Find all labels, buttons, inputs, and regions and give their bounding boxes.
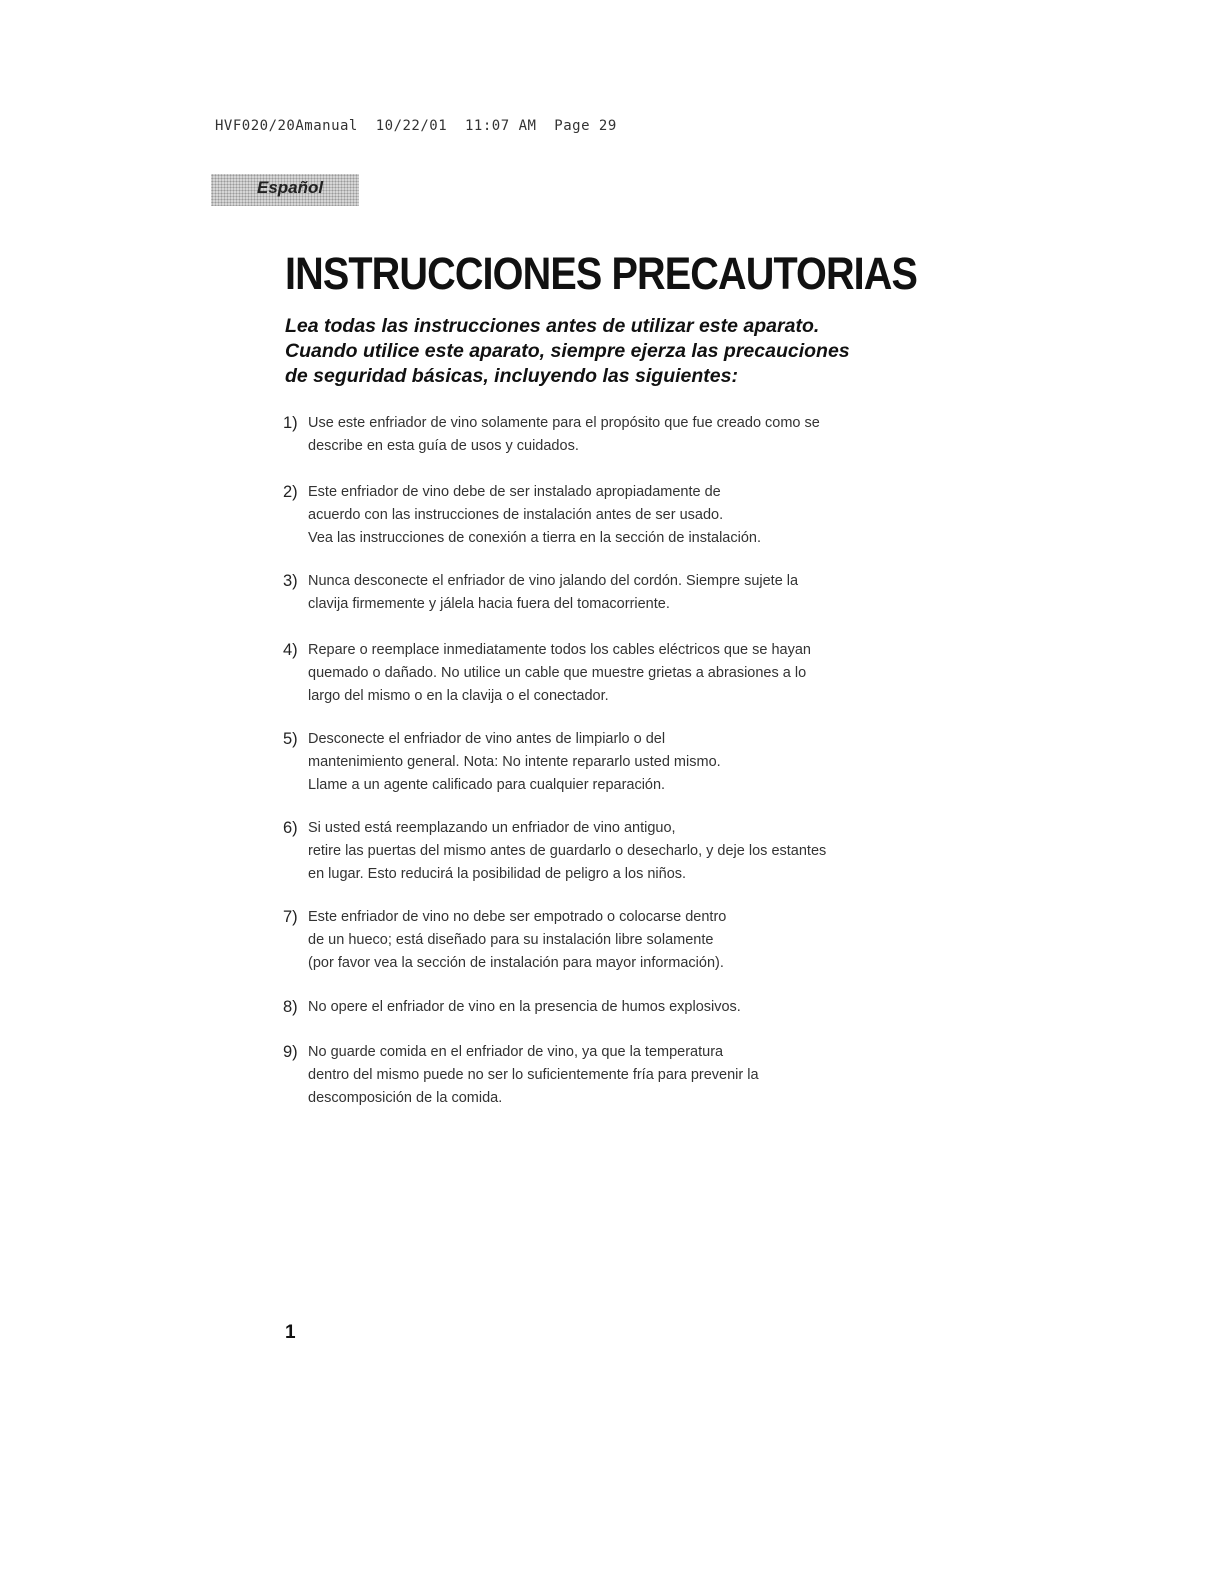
item-number: 9) xyxy=(283,1043,298,1061)
fax-header: HVF020/20Amanual 10/22/01 11:07 AM Page 29 xyxy=(215,118,617,134)
item-text xyxy=(308,728,948,797)
item-text xyxy=(308,412,948,458)
item-line: en lugar. Esto reducirá la posibilidad de peligro a los niños. xyxy=(308,866,687,882)
item-line: Llame a un agente calificado para cualquier reparación. xyxy=(308,777,666,793)
item-line: No opere el enfriador de vino en la presencia de humos explosivos. xyxy=(308,999,741,1015)
intro-line: Cuando utilice este aparato, siempre ejerza las precauciones xyxy=(285,340,850,362)
item-line: de un hueco; está diseñado para su instalación libre solamente xyxy=(308,932,714,948)
item-line: descomposición de la comida. xyxy=(308,1090,503,1106)
item-line: Use este enfriador de vino solamente para el propósito que fue creado como se xyxy=(308,415,820,431)
item-line: retire las puertas del mismo antes de guardarlo o desecharlo, y deje los estantes xyxy=(308,843,827,859)
item-text xyxy=(308,639,948,708)
page-number: 1 xyxy=(285,1322,296,1343)
item-line: Este enfriador de vino no debe ser empotrado o colocarse dentro xyxy=(308,909,727,925)
intro-paragraph xyxy=(285,314,945,389)
item-line: describe en esta guía de usos y cuidados. xyxy=(308,438,579,454)
item-line: Desconecte el enfriador de vino antes de limpiarlo o del xyxy=(308,731,666,747)
item-number: 5) xyxy=(283,730,298,748)
item-line: clavija firmemente y jálela hacia fuera del tomacorriente. xyxy=(308,596,670,612)
language-tab-label: Español xyxy=(257,178,324,197)
item-line: Este enfriador de vino debe de ser instalado apropiadamente de xyxy=(308,484,721,500)
item-text xyxy=(308,996,948,1019)
item-line: Vea las instrucciones de conexión a tierra en la sección de instalación. xyxy=(308,530,761,546)
item-text xyxy=(308,1041,948,1110)
item-line: No guarde comida en el enfriador de vino, ya que la temperatura xyxy=(308,1044,724,1060)
item-number: 3) xyxy=(283,572,298,590)
page-title: INSTRUCCIONES PRECAUTORIAS xyxy=(285,248,918,299)
item-text xyxy=(308,906,948,975)
intro-line: Lea todas las instrucciones antes de utilizar este aparato. xyxy=(285,315,820,337)
item-number: 2) xyxy=(283,483,298,501)
item-number: 4) xyxy=(283,641,298,659)
item-line: dentro del mismo puede no ser lo suficientemente fría para prevenir la xyxy=(308,1067,759,1083)
item-line: Si usted está reemplazando un enfriador de vino antiguo, xyxy=(308,820,676,836)
item-line: Repare o reemplace inmediatamente todos los cables eléctricos que se hayan xyxy=(308,642,811,658)
item-line: Nunca desconecte el enfriador de vino jalando del cordón. Siempre sujete la xyxy=(308,573,799,589)
language-tab xyxy=(211,174,359,206)
intro-line: de seguridad básicas, incluyendo las siguientes: xyxy=(285,365,738,387)
item-line: mantenimiento general. Nota: No intente repararlo usted mismo. xyxy=(308,754,721,770)
item-number: 8) xyxy=(283,998,298,1016)
item-line: acuerdo con las instrucciones de instalación antes de ser usado. xyxy=(308,507,724,523)
item-number: 1) xyxy=(283,414,298,432)
item-text xyxy=(308,817,948,886)
item-number: 7) xyxy=(283,908,298,926)
item-line: quemado o dañado. No utilice un cable que muestre grietas a abrasiones a lo xyxy=(308,665,807,681)
item-text xyxy=(308,481,948,550)
item-line: largo del mismo o en la clavija o el conectador. xyxy=(308,688,609,704)
item-line: (por favor vea la sección de instalación para mayor información). xyxy=(308,955,724,971)
item-text xyxy=(308,570,948,616)
item-number: 6) xyxy=(283,819,298,837)
